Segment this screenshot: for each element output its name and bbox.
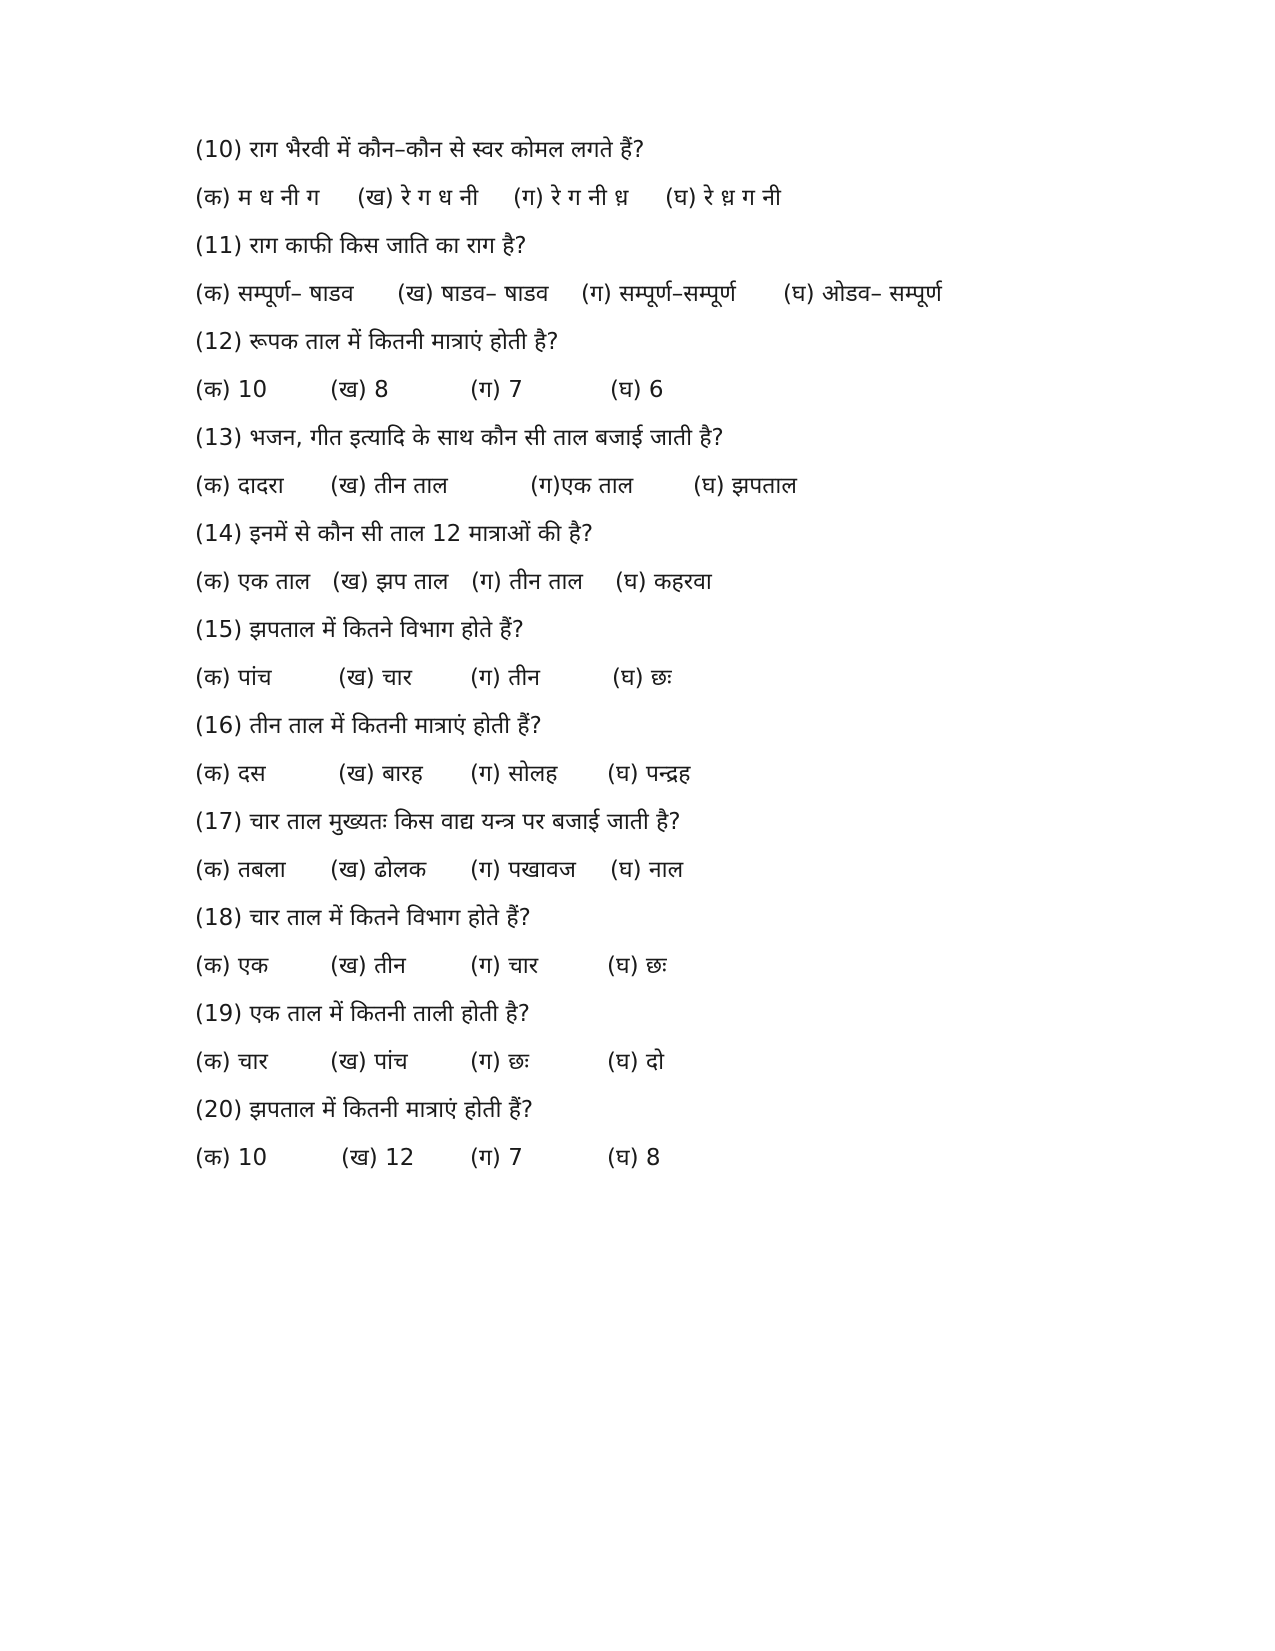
- option-gha: (घ) पन्द्रह: [607, 761, 691, 787]
- question-15: (15) झपताल में कितने विभाग होते हैं?: [195, 617, 524, 643]
- question-16: (16) तीन ताल में कितनी मात्राएं होती हैं?: [195, 713, 542, 739]
- question-13: (13) भजन, गीत इत्यादि के साथ कौन सी ताल बजाई जाती है?: [195, 425, 724, 451]
- question-10: (10) राग भैरवी में कौन–कौन से स्वर कोमल लगते हैं?: [195, 137, 645, 163]
- option-ga: (ग) पखावज: [470, 857, 576, 883]
- option-kha: (ख) झप ताल: [332, 569, 449, 595]
- question-11: (11) राग काफी किस जाति का राग है?: [195, 233, 527, 259]
- option-kha: (ख) पांच: [330, 1049, 408, 1075]
- option-gha: (घ) 8: [607, 1145, 661, 1171]
- option-ga: (ग) तीन ताल: [471, 569, 584, 595]
- option-ka: (क) पांच: [195, 665, 272, 691]
- option-ka: (क) दस: [195, 761, 266, 787]
- question-19: (19) एक ताल में कितनी ताली होती है?: [195, 1001, 530, 1027]
- option-ga: (ग) तीन: [470, 665, 541, 691]
- option-kha: (ख) रे ग ध नी: [357, 185, 479, 211]
- option-kha: (ख) ढोलक: [330, 857, 427, 883]
- option-kha: (ख) चार: [338, 665, 413, 691]
- option-kha: (ख) षाडव– षाडव: [397, 281, 549, 307]
- option-ga: (ग) 7: [470, 377, 523, 403]
- option-ka: (क) सम्पूर्ण– षाडव: [195, 281, 354, 307]
- option-ka: (क) 10: [195, 1145, 268, 1171]
- option-ka: (क) एक ताल: [195, 569, 311, 595]
- option-ka: (क) 10: [195, 377, 268, 403]
- option-ka: (क) तबला: [195, 857, 286, 883]
- option-gha: (घ) दो: [607, 1049, 665, 1075]
- option-ka: (क) दादरा: [195, 473, 284, 499]
- option-gha: (घ) रे ध़ ग नी: [665, 185, 782, 211]
- option-ga: (ग) छः: [470, 1049, 529, 1075]
- question-20: (20) झपताल में कितनी मात्राएं होती हैं?: [195, 1097, 534, 1123]
- option-kha: (ख) बारह: [338, 761, 423, 787]
- option-gha: (घ) झपताल: [693, 473, 797, 499]
- option-gha: (घ) ओडव– सम्पूर्ण: [783, 281, 942, 307]
- option-gha: (घ) कहरवा: [615, 569, 712, 595]
- option-ka: (क) चार: [195, 1049, 268, 1075]
- option-ka: (क) एक: [195, 953, 269, 979]
- option-kha: (ख) तीन: [330, 953, 406, 979]
- option-ga: (ग) सोलह: [470, 761, 558, 787]
- option-ga: (ग)एक ताल: [530, 473, 634, 499]
- option-gha: (घ) छः: [612, 665, 672, 691]
- option-gha: (घ) छः: [607, 953, 667, 979]
- question-12: (12) रूपक ताल में कितनी मात्राएं होती है?: [195, 329, 559, 355]
- option-gha: (घ) नाल: [610, 857, 684, 883]
- question-18: (18) चार ताल में कितने विभाग होते हैं?: [195, 905, 531, 931]
- option-ga: (ग) चार: [470, 953, 539, 979]
- question-17: (17) चार ताल मुख्यतः किस वाद्य यन्त्र पर बजाई जाती है?: [195, 809, 681, 835]
- option-ga: (ग) रे ग नी ध़: [513, 185, 629, 211]
- option-gha: (घ) 6: [610, 377, 664, 403]
- option-ka: (क) म ध नी ग: [195, 185, 320, 211]
- option-ga: (ग) 7: [470, 1145, 523, 1171]
- option-ga: (ग) सम्पूर्ण–सम्पूर्ण: [581, 281, 736, 307]
- question-14: (14) इनमें से कौन सी ताल 12 मात्राओं की है?: [195, 521, 594, 547]
- option-kha: (ख) 8: [330, 377, 389, 403]
- option-kha: (ख) तीन ताल: [330, 473, 448, 499]
- option-kha: (ख) 12: [341, 1145, 415, 1171]
